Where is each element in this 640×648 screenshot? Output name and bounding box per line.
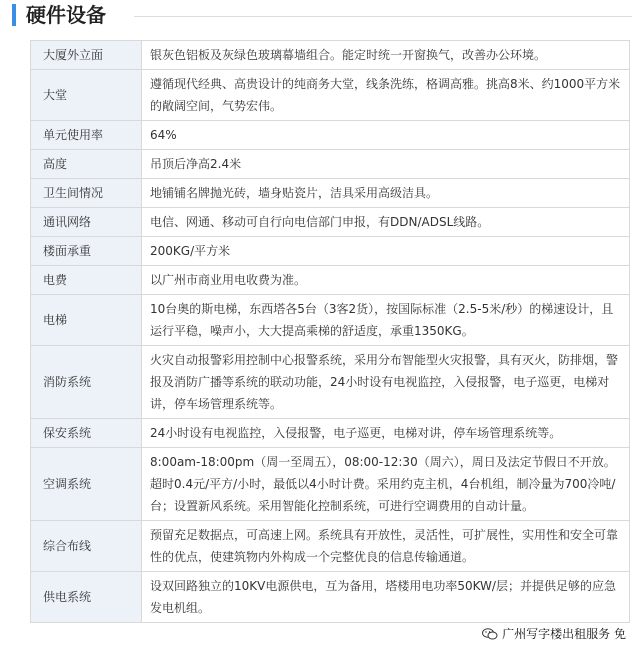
row-label: 供电系统 bbox=[31, 572, 142, 623]
row-label: 空调系统 bbox=[31, 448, 142, 521]
row-label: 消防系统 bbox=[31, 346, 142, 419]
row-label: 单元使用率 bbox=[31, 121, 142, 150]
table-row bbox=[31, 237, 630, 266]
row-value: 预留充足数据点，可高速上网。系统具有开放性，灵活性，可扩展性，实用性和安全可靠性的优点，使建筑物内外构成一个完整优良的信息传输通道。 bbox=[142, 521, 630, 572]
row-label: 楼面承重 bbox=[31, 237, 142, 266]
row-value: 以广州市商业用电收费为准。 bbox=[142, 266, 630, 295]
section-title: 硬件设备 bbox=[26, 3, 106, 27]
row-label: 综合布线 bbox=[31, 521, 142, 572]
table-row bbox=[31, 521, 630, 572]
table-row bbox=[31, 41, 630, 70]
row-label: 通讯网络 bbox=[31, 208, 142, 237]
row-value: 地铺铺名牌抛光砖，墙身贴瓷片，洁具采用高级洁具。 bbox=[142, 179, 630, 208]
row-value: 火灾自动报警彩用控制中心报警系统，采用分布智能型火灾报警，具有灭火，防排烟，警报及消防广播等系统的联动功能，24小时设有电视监控，入侵报警，电子巡更，电梯对讲，停车场管理系统等。 bbox=[142, 346, 630, 419]
row-value: 电信、网通、移动可自行向电信部门申报，有DDN/ADSL线路。 bbox=[142, 208, 630, 237]
section-header bbox=[0, 0, 640, 34]
row-value: 64% bbox=[142, 121, 630, 150]
row-value: 24小时设有电视监控，入侵报警，电子巡更，电梯对讲，停车场管理系统等。 bbox=[142, 419, 630, 448]
row-value: 遵循现代经典、高贵设计的纯商务大堂，线条洗练，格调高雅。挑高8米、约1000平方米的敞阔空间，气势宏伟。 bbox=[142, 70, 630, 121]
row-label: 保安系统 bbox=[31, 419, 142, 448]
row-value: 8:00am-18:00pm（周一至周五），08:00-12:30（周六），周日及法定节假日不开放。超时0.4元/平方/小时，最低以4小时计费。采用约克主机，4台机组，制冷量为700冷吨/台；设置新风系统。采用智能化控制系统，可进行空调费用的自动计量。 bbox=[142, 448, 630, 521]
table-row bbox=[31, 266, 630, 295]
row-value: 银灰色铝板及灰绿色玻璃幕墙组合。能定时统一开窗换气，改善办公环境。 bbox=[142, 41, 630, 70]
row-label: 卫生间情况 bbox=[31, 179, 142, 208]
title-accent-bar bbox=[12, 4, 16, 26]
title-divider bbox=[134, 16, 632, 17]
row-value: 200KG/平方米 bbox=[142, 237, 630, 266]
table-row bbox=[31, 346, 630, 419]
watermark bbox=[478, 623, 630, 644]
row-label: 电梯 bbox=[31, 295, 142, 346]
row-value: 设双回路独立的10KV电源供电，互为备用，塔楼用电功率50KW/层；并提供足够的应急发电机组。 bbox=[142, 572, 630, 623]
row-value: 10台奥的斯电梯，东西塔各5台（3客2货），按国际标准（2.5-5米/秒）的梯速设计，且运行平稳，噪声小，大大提高乘梯的舒适度，承重1350KG。 bbox=[142, 295, 630, 346]
table-row bbox=[31, 208, 630, 237]
table-row bbox=[31, 121, 630, 150]
row-label: 大堂 bbox=[31, 70, 142, 121]
table-row bbox=[31, 419, 630, 448]
table-row bbox=[31, 179, 630, 208]
row-label: 大厦外立面 bbox=[31, 41, 142, 70]
table-row bbox=[31, 572, 630, 623]
table-row bbox=[31, 295, 630, 346]
row-value: 吊顶后净高2.4米 bbox=[142, 150, 630, 179]
spec-table bbox=[30, 40, 630, 623]
table-row bbox=[31, 70, 630, 121]
row-label: 电费 bbox=[31, 266, 142, 295]
wechat-icon bbox=[482, 628, 498, 640]
table-row bbox=[31, 448, 630, 521]
table-row bbox=[31, 150, 630, 179]
watermark-text: 广州写字楼出租服务 免 bbox=[502, 627, 626, 641]
row-label: 高度 bbox=[31, 150, 142, 179]
